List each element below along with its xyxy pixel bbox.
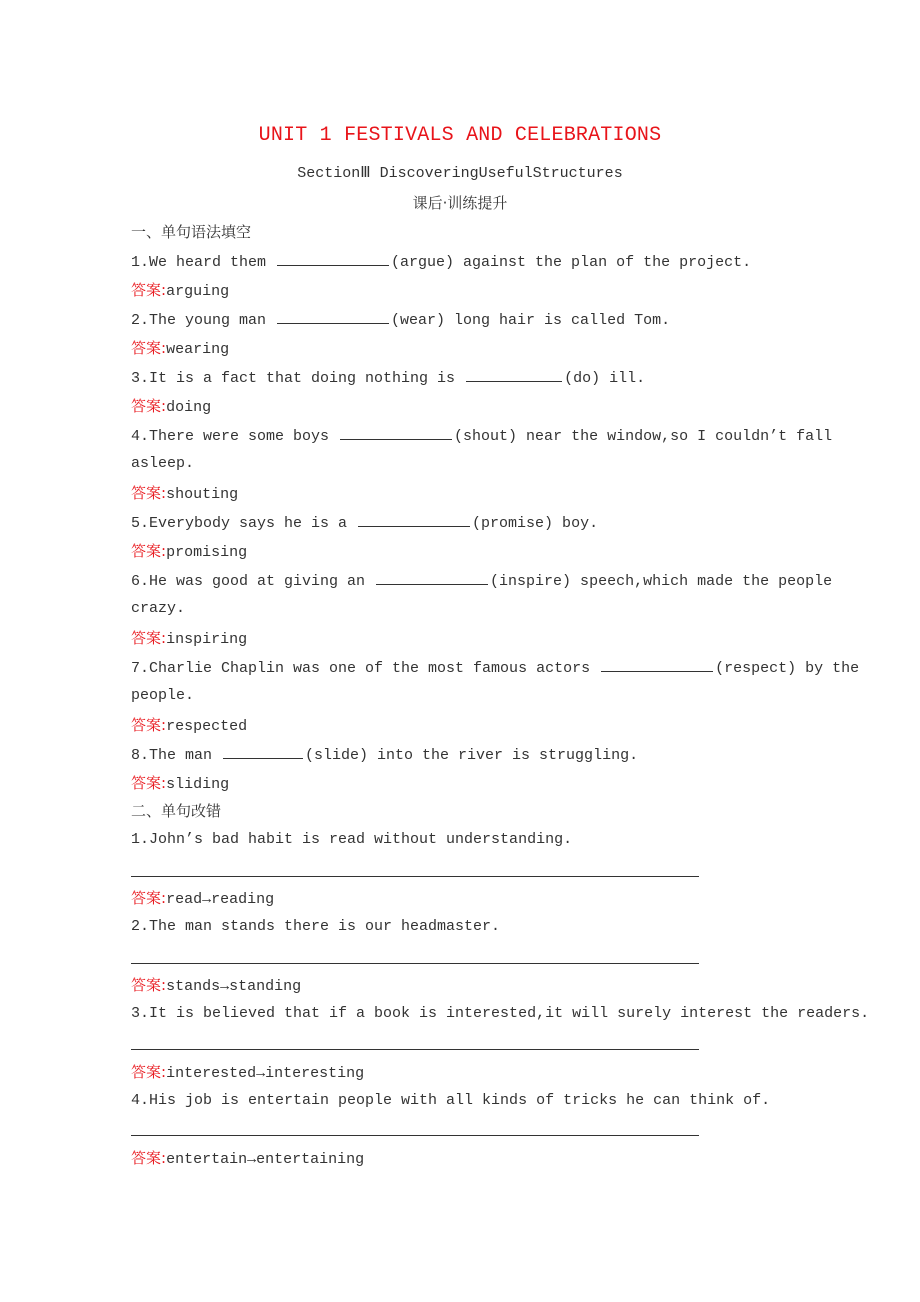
answer-blank: [601, 656, 713, 672]
answer-text: respected: [166, 718, 248, 735]
question-text: (inspire) speech,which made the people: [490, 573, 833, 590]
question-8: [131, 743, 638, 767]
question-2: [131, 308, 670, 332]
answer-text: doing: [166, 399, 212, 416]
answer-label: 答案:: [131, 976, 167, 994]
answer-7: [131, 714, 247, 738]
question-text: (promise) boy.: [472, 515, 599, 532]
question-3: [131, 366, 645, 390]
correction-3: 3.It is believed that if a book is interested,it will surely interest the readers.: [131, 1005, 870, 1022]
answer-1: [131, 279, 229, 303]
correction-answer-4: [131, 1147, 364, 1171]
subsection-title: 课后·训练提升: [412, 194, 508, 212]
answer-text: interested→interesting: [166, 1065, 365, 1082]
answer-label: 答案:: [131, 716, 167, 734]
question-text: 7.Charlie Chaplin was one of the most famous actors: [131, 660, 600, 677]
part1-heading: 一、单句语法填空: [131, 223, 252, 241]
answer-label: 答案:: [131, 629, 167, 647]
answer-blank: [277, 250, 389, 266]
answer-rule: [131, 1135, 699, 1136]
answer-rule: [131, 1049, 699, 1050]
section-title: SectionⅢ DiscoveringUsefulStructures: [297, 165, 623, 182]
document-title: UNIT 1 FESTIVALS AND CELEBRATIONS: [258, 124, 662, 147]
answer-text: arguing: [166, 283, 230, 300]
answer-blank: [358, 511, 470, 527]
answer-8: [131, 772, 229, 796]
answer-text: stands→standing: [166, 978, 302, 995]
answer-6: [131, 627, 247, 651]
correction-2: 2.The man stands there is our headmaster.: [131, 918, 501, 935]
question-text: 4.There were some boys: [131, 428, 339, 445]
answer-3: [131, 395, 211, 419]
question-text: (slide) into the river is struggling.: [305, 747, 639, 764]
answer-label: 答案:: [131, 542, 167, 560]
question-text: 2.The young man: [131, 312, 276, 329]
question-6-continued: crazy.: [131, 600, 186, 617]
answer-text: sliding: [166, 776, 230, 793]
answer-text: inspiring: [166, 631, 248, 648]
correction-answer-3: [131, 1061, 364, 1085]
answer-5: [131, 540, 247, 564]
answer-label: 答案:: [131, 281, 167, 299]
answer-4: [131, 482, 238, 506]
correction-answer-2: [131, 974, 301, 998]
answer-label: 答案:: [131, 484, 167, 502]
question-text: (wear) long hair is called Tom.: [391, 312, 671, 329]
answer-rule: [131, 876, 699, 877]
answer-label: 答案:: [131, 1149, 167, 1167]
question-text: (respect) by the: [715, 660, 860, 677]
part2-heading: 二、单句改错: [131, 802, 222, 820]
answer-text: read→reading: [166, 891, 275, 908]
answer-blank: [223, 743, 303, 759]
answer-blank: [376, 569, 488, 585]
question-text: 6.He was good at giving an: [131, 573, 375, 590]
question-text: (shout) near the window,so I couldn’t fall: [454, 428, 833, 445]
question-text: 8.The man: [131, 747, 222, 764]
correction-1: 1.John’s bad habit is read without understanding.: [131, 831, 573, 848]
answer-text: promising: [166, 544, 248, 561]
question-1: [131, 250, 751, 274]
question-5: [131, 511, 598, 535]
answer-label: 答案:: [131, 774, 167, 792]
question-text: 1.We heard them: [131, 254, 276, 271]
question-text: (argue) against the plan of the project.: [391, 254, 752, 271]
question-7: [131, 656, 859, 680]
answer-text: entertain→entertaining: [166, 1151, 365, 1168]
answer-2: [131, 337, 229, 361]
answer-rule: [131, 963, 699, 964]
answer-text: wearing: [166, 341, 230, 358]
answer-label: 答案:: [131, 397, 167, 415]
correction-answer-1: [131, 887, 274, 911]
question-6: [131, 569, 832, 593]
answer-blank: [466, 366, 562, 382]
question-text: (do) ill.: [564, 370, 646, 387]
answer-label: 答案:: [131, 339, 167, 357]
question-4: [131, 424, 832, 448]
question-7-continued: people.: [131, 687, 195, 704]
answer-text: shouting: [166, 486, 239, 503]
question-text: 3.It is a fact that doing nothing is: [131, 370, 465, 387]
question-text: 5.Everybody says he is a: [131, 515, 357, 532]
question-4-continued: asleep.: [131, 455, 195, 472]
answer-blank: [277, 308, 389, 324]
correction-4: 4.His job is entertain people with all kinds of tricks he can think of.: [131, 1092, 771, 1109]
answer-label: 答案:: [131, 889, 167, 907]
answer-label: 答案:: [131, 1063, 167, 1081]
answer-blank: [340, 424, 452, 440]
